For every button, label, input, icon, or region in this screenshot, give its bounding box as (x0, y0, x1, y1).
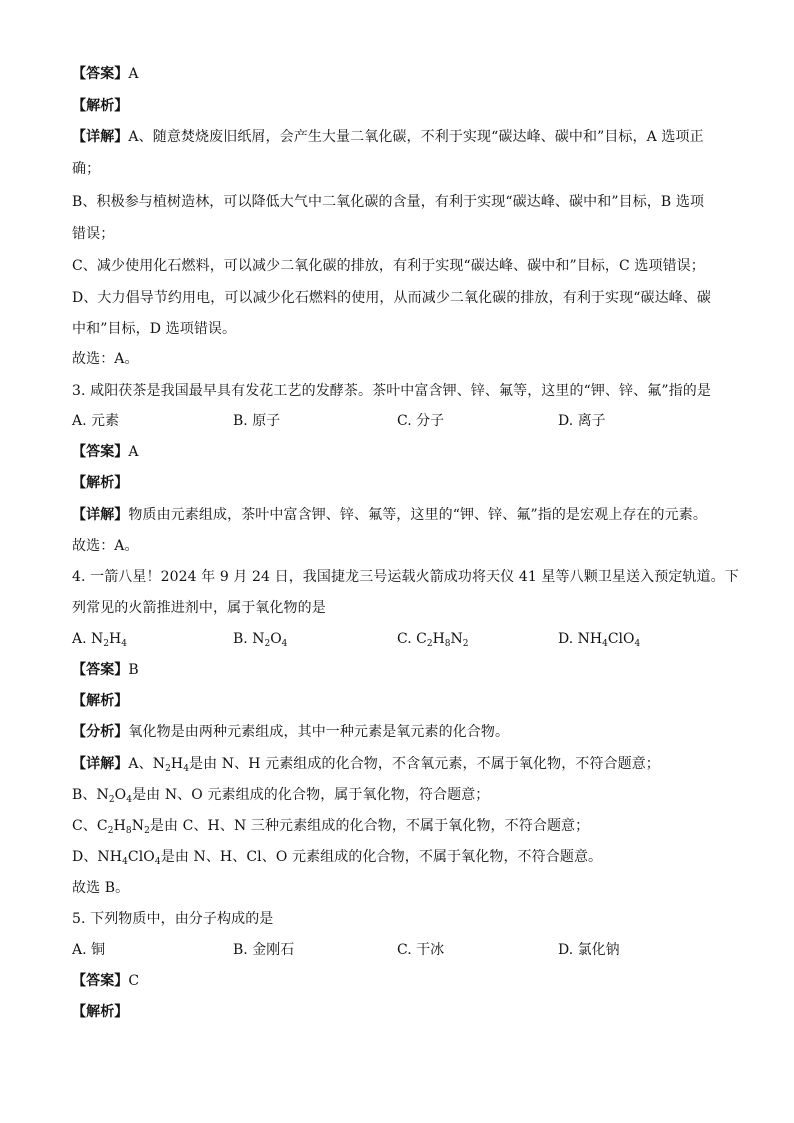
option-d-q3: D. 离子 (558, 413, 606, 429)
conclusion-q4: 故选 B。 (72, 880, 130, 896)
conclusion-q3: 故选：A。 (72, 538, 139, 554)
conclusion-q2: 故选：A。 (72, 351, 139, 367)
detail-line-q2-d: D、大力倡导节约用电，可以减少化石燃料的使用，从而减少二氧化碳的排放，有利于实现“碳达峰、碳 (72, 290, 711, 306)
option-a-q4: A. $N_2H_4$ (72, 631, 127, 649)
answer-line-q4: 【答案】B (72, 662, 139, 678)
detail-line-q3: 【详解】物质由元素组成，茶叶中富含钾、锌、氟等，这里的“钾、锌、氟”指的是宏观上存在的元素。 (72, 507, 707, 523)
option-b-q3: B. 原子 (233, 413, 281, 429)
detail-line-q2-a: 【详解】A、随意焚烧废旧纸屑，会产生大量二氧化碳，不利于实现“碳达峰、碳中和”目标，A 选项正 (72, 129, 704, 145)
analysis-label-q4: 【解析】 (72, 693, 129, 709)
detail-line-q4-c: C、$C_2H_8N_2$是由 C、H、N 三种元素组成的化合物，不属于氧化物，不符合题意； (72, 818, 590, 836)
analysis-label-q3: 【解析】 (72, 475, 129, 491)
option-c-q4: C. $C_2H_8N_2$ (397, 631, 469, 649)
option-d-q4: D. $NH_4ClO_4$ (558, 631, 641, 649)
detail-label: 【详解】 (72, 129, 129, 145)
analysis-label-q5: 【解析】 (72, 1004, 129, 1020)
detail-line-q4-d: D、$NH_4ClO_4$是由 N、H、Cl、O 元素组成的化合物，不属于氧化物，不符合题意。 (72, 849, 603, 867)
option-c-q3: C. 分子 (397, 413, 445, 429)
option-a-q5: A. 铜 (72, 942, 106, 958)
detail-line-q4-a: 【详解】A、$N_2H_4$是由 N、H 元素组成的化合物，不含氧元素，不属于氧化物，不符合题意； (72, 756, 660, 774)
question-stem-q5: 5. 下列物质中，由分子构成的是 (72, 911, 274, 927)
detail-line-q4-b: B、$N_2O_4$是由 N、O 元素组成的化合物，属于氧化物，符合题意； (72, 787, 490, 805)
question-stem-q4-cont: 列常见的火箭推进剂中，属于氧化物的是 (72, 600, 326, 616)
option-d-q5: D. 氯化钠 (558, 942, 620, 958)
detail-line-q2-c: C、减少使用化石燃料，可以减少二氧化碳的排放，有利于实现“碳达峰、碳中和”目标，C 选项错误； (72, 258, 705, 274)
answer-value: A (128, 66, 139, 82)
analyze-line-q4: 【分析】氧化物是由两种元素组成，其中一种元素是氧元素的化合物。 (72, 724, 510, 740)
answer-label: 【答案】 (72, 66, 129, 82)
answer-line-q3: 【答案】A (72, 444, 139, 460)
option-a-q3: A. 元素 (72, 413, 120, 429)
analysis-label-q2: 【解析】 (72, 98, 129, 114)
question-stem-q3: 3. 咸阳茯茶是我国最早具有发花工艺的发酵茶。茶叶中富含钾、锌、氟等，这里的“钾、锌、氟”指的是 (72, 383, 711, 399)
answer-line-q5: 【答案】C (72, 973, 140, 989)
option-b-q5: B. 金刚石 (233, 942, 295, 958)
analyze-label: 【分析】 (72, 724, 129, 740)
detail-line-q2-a-cont: 确； (72, 161, 101, 177)
question-stem-q4: 4. 一箭八星！2024 年 9 月 24 日，我国捷龙三号运载火箭成功将天仪 41 星等八颗卫星送入预定轨道。下 (72, 569, 739, 585)
answer-line-q2 (72, 64, 139, 84)
option-c-q5: C. 干冰 (397, 942, 445, 958)
detail-line-q2-b-cont: 错误； (72, 226, 115, 242)
detail-line-q2-d-cont: 中和”目标，D 选项错误。 (72, 321, 237, 337)
option-b-q4: B. $N_2O_4$ (233, 631, 288, 649)
detail-line-q2-b: B、积极参与植树造林，可以降低大气中二氧化碳的含量，有利于实现“碳达峰、碳中和”目标，B 选项 (72, 194, 705, 210)
